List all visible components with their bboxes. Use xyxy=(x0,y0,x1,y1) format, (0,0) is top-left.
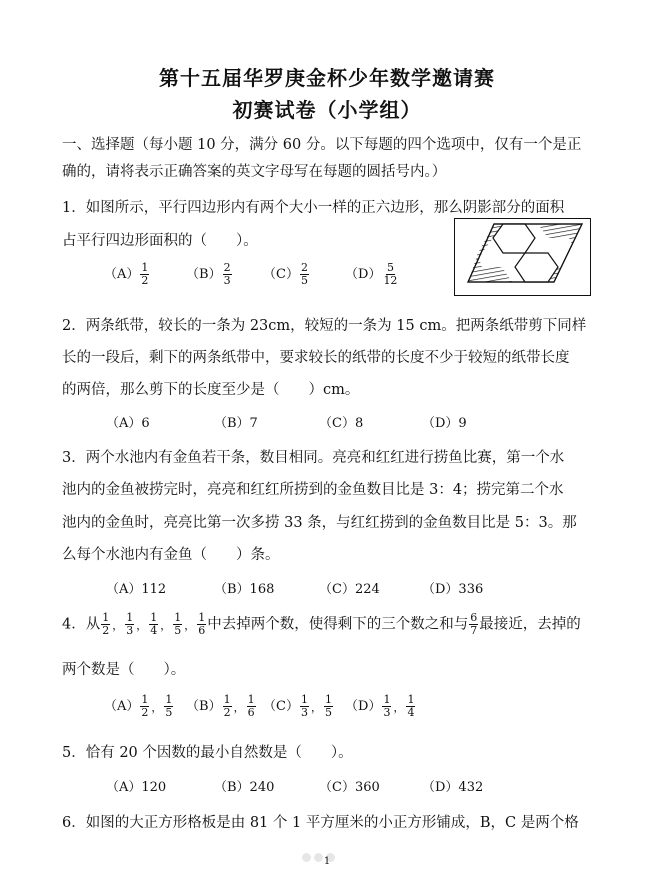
q3-line-2: 池内的金鱼被捞完时，亮亮和红红所捞到的金鱼数目比是 3：4；捞完第二个水 xyxy=(62,482,564,498)
q4-option-c: （C） $\frac{1}{3}$ ， $\frac{1}{5}$ xyxy=(263,693,332,719)
q3-line-3: 池内的金鱼时，亮亮比第一次多捞 33 条，与红红捞到的金鱼数目比是 5：3。那 xyxy=(62,515,577,531)
q3-option-d: （D）336 xyxy=(422,582,484,597)
q2-option-b: （B）7 xyxy=(214,416,258,431)
section-intro-line-1: 一、选择题（每小题 10 分，满分 60 分。以下每题的四个选项中，仅有一个是正 xyxy=(62,137,582,153)
q2-line-1: 2．两条纸带，较长的一条为 23cm，较短的一条为 15 cm。把两条纸带剪下同样 xyxy=(62,318,587,334)
q3-option-b: （B）168 xyxy=(214,582,275,597)
q4-line-1: 4．从 $\frac{1}{2}$ ， $\frac{1}{3}$ ， $\frac{1}{4}$ ， $\frac{1}{5}$ ， $\frac{1}{6}$ 中去掉两个数，使得剩下的三个数之和与 $\frac{6}{7}$ 最接近，去掉的 xyxy=(62,611,581,637)
q5-line: 5．恰有 20 个因数的最小自然数是（ ）。 xyxy=(62,745,353,761)
q3-line-4: 么每个水池内有金鱼（ ）条。 xyxy=(62,547,280,563)
q4-frac-5: $\frac{1}{6}$ xyxy=(198,611,206,637)
q6-line: 6．如图的大正方形格板是由 81 个 1 平方厘米的小正方形铺成，B，C 是两个格 xyxy=(62,815,579,831)
q1-option-d: （D） $\frac{5}{12}$ xyxy=(345,261,398,287)
q1-line-2: 占平行四边形面积的（ ）。 xyxy=(62,233,258,249)
q4-frac-4: $\frac{1}{5}$ xyxy=(174,611,182,637)
q4-target-frac: $\frac{6}{7}$ xyxy=(470,611,478,637)
section-intro-line-2: 确的，请将表示正确答案的英文字母写在每题的圆括号内。） xyxy=(62,164,447,180)
q4-frac-3: $\frac{1}{4}$ xyxy=(150,611,158,637)
q2-option-c: （C）8 xyxy=(319,416,364,431)
q4-frac-1: $\frac{1}{2}$ xyxy=(102,611,110,637)
page-title: 第十五届华罗庚金杯少年数学邀请赛 xyxy=(159,66,495,90)
q2-option-a: （A）6 xyxy=(106,416,150,431)
page-subtitle: 初赛试卷（小学组） xyxy=(232,98,422,122)
q4-frac-2: $\frac{1}{3}$ xyxy=(126,611,134,637)
q1-option-a: （A） $\frac{1}{2}$ xyxy=(104,261,149,287)
q1-option-b: （B） $\frac{2}{3}$ xyxy=(186,261,231,287)
q1-line-1: 1．如图所示，平行四边形内有两个大小一样的正六边形，那么阴影部分的面积 xyxy=(62,200,565,216)
page-number: 1 xyxy=(323,856,331,867)
q4-option-b: （B） $\frac{1}{2}$ ， $\frac{1}{6}$ xyxy=(186,693,255,719)
q3-line-1: 3．两个水池内有金鱼若干条，数目相同。亮亮和红红进行捞鱼比赛，第一个水 xyxy=(62,450,565,466)
q2-line-2: 长的一段后，剩下的两条纸带中，要求较长的纸带的长度不少于较短的纸带长度 xyxy=(62,350,570,366)
q5-option-b: （B）240 xyxy=(214,780,275,795)
q3-option-c: （C）224 xyxy=(319,582,380,597)
q2-line-3: 的两倍，那么剪下的长度至少是（ ）cm。 xyxy=(62,382,360,398)
parallelogram-hexagon-figure xyxy=(454,218,591,296)
q5-option-a: （A）120 xyxy=(106,780,167,795)
q4-option-d: （D） $\frac{1}{3}$ ， $\frac{1}{4}$ xyxy=(345,693,415,719)
q1-option-c: （C） $\frac{2}{5}$ xyxy=(263,261,308,287)
q4-option-a: （A） $\frac{1}{2}$ ， $\frac{1}{5}$ xyxy=(104,693,173,719)
q3-option-a: （A）112 xyxy=(106,582,167,597)
q5-option-c: （C）360 xyxy=(319,780,380,795)
q2-option-d: （D）9 xyxy=(422,416,467,431)
q4-line-2: 两个数是（ ）。 xyxy=(62,662,186,678)
q5-option-d: （D）432 xyxy=(422,780,484,795)
